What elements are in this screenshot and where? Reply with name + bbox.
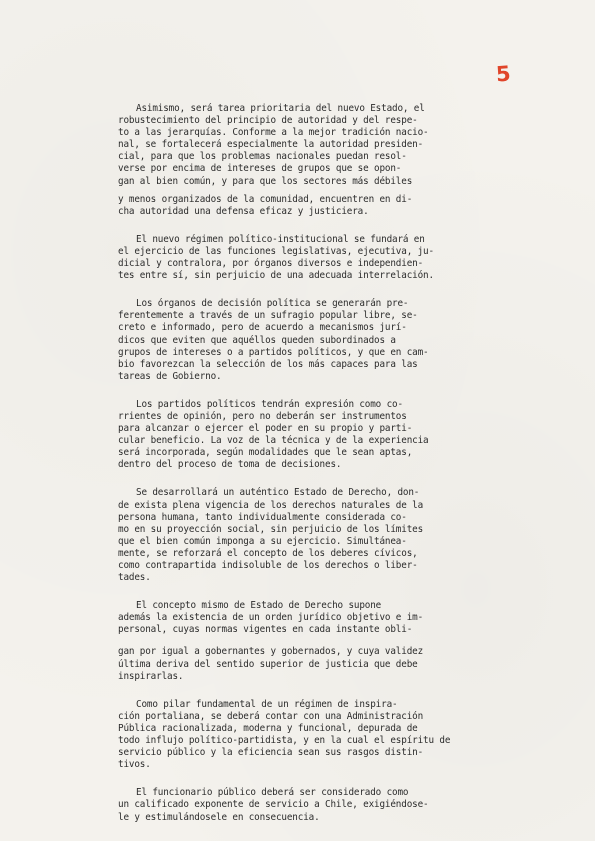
text-line: ferentemente a través de un sufragio popular libre, se-	[118, 310, 418, 322]
text-line: para alcanzar o ejercer el poder en su propio y parti-	[118, 423, 413, 435]
text-line: dentro del proceso de toma de decisiones.	[118, 459, 342, 471]
text-line: Como pilar fundamental de un régimen de inspira-	[136, 698, 398, 710]
text-line: le y estimulándosele en consecuencia.	[118, 811, 320, 823]
text-line: creto e informado, pero de acuerdo a mecanismos jurí-	[118, 322, 407, 334]
page-number: 5	[495, 61, 512, 87]
paragraph-7	[118, 698, 451, 772]
text-line: que el bien común imponga a su ejercicio. Simultánea-	[118, 535, 407, 547]
text-line: El funcionario público deberá ser considerado como	[136, 787, 409, 799]
text-line: mente, se reforzará el concepto de los deberes cívicos,	[118, 547, 418, 559]
text-line: nal, se fortalecerá especialmente la autoridad presiden-	[118, 139, 424, 151]
text-line: cha autoridad una defensa eficaz y justiciera.	[118, 205, 369, 217]
text-line: última deriva del sentido superior de justicia que debe	[118, 658, 418, 670]
paragraph-1	[118, 103, 429, 218]
text-line: cial, para que los problemas nacionales puedan resol-	[118, 151, 407, 163]
text-line: verse por encima de intereses de grupos que se opon-	[118, 163, 402, 175]
text-line: rrientes de opinión, pero no deberán ser instrumentos	[118, 410, 407, 422]
paragraph-5	[118, 487, 424, 584]
text-line: todo influjo político-partidista, y en la cual el espíritu de	[118, 735, 451, 747]
text-line: dicial y contralora, por órganos diversos e independien-	[118, 258, 424, 270]
text-line: como contrapartida indisoluble de los derechos o liber-	[118, 560, 418, 571]
text-line: cular beneficio. La voz de la técnica y de la experiencia	[118, 435, 429, 447]
text-line: inspirarlas.	[118, 670, 184, 682]
text-line: mo en su proyección social, sin perjuicio de los límites	[118, 523, 424, 535]
paragraph-8	[118, 787, 429, 823]
text-line: el ejercicio de las funciones legislativas, ejecutiva, ju-	[118, 245, 434, 257]
text-line: además la existencia de un orden jurídico objetivo e im-	[118, 612, 424, 624]
text-line: Se desarrollará un auténtico Estado de Derecho, don-	[136, 487, 420, 499]
text-line: dicos que eviten que aquéllos queden subordinados a	[118, 334, 396, 346]
text-line: robustecimiento del principio de autoridad y del respe-	[118, 115, 418, 127]
text-line: gan al bien común, y para que los sectores más débiles	[118, 175, 413, 187]
text-line: tareas de Gobierno.	[118, 370, 222, 382]
text-line: El nuevo régimen político-institucional se fundará en	[136, 233, 425, 245]
document-body	[118, 103, 451, 840]
paragraph-2	[118, 233, 434, 282]
text-line: ción portaliana, se deberá contar con una Administración	[118, 710, 424, 722]
text-line: bio favorezcan la selección de los más capaces para las	[118, 358, 418, 370]
paragraph-6	[118, 600, 424, 683]
text-line: de exista plena vigencia de los derechos naturales de la	[118, 499, 424, 511]
text-line: un calificado exponente de servicio a Chile, exigiéndose-	[118, 799, 429, 811]
text-line: personal, cuyas normas vigentes en cada instante obli-	[118, 624, 413, 636]
text-line: Pública racionalizada, moderna y funcional, depurada de	[118, 722, 418, 734]
paragraph-4	[118, 398, 429, 472]
text-line: to a las jerarquías. Conforme a la mejor tradición nacio-	[118, 127, 429, 139]
text-line: grupos de intereses o a partidos políticos, y que en cam-	[118, 346, 429, 358]
text-line: será incorporada, según modalidades que le sean aptas,	[118, 447, 413, 459]
text-line: servicio público y la eficiencia sean sus rasgos distin-	[118, 747, 424, 759]
text-line: El concepto mismo de Estado de Derecho supone	[136, 600, 382, 612]
text-line: gan por igual a gobernantes y gobernados, y cuya validez	[118, 646, 424, 658]
text-line: tes entre sí, sin perjuicio de una adecuada interrelación.	[118, 270, 434, 282]
paragraph-3	[118, 298, 429, 383]
text-line: Asimismo, será tarea prioritaria del nuevo Estado, el	[136, 103, 425, 114]
text-line: Los órganos de decisión política se generarán pre-	[136, 298, 409, 310]
text-line: Los partidos políticos tendrán expresión como co-	[136, 398, 403, 410]
text-line: tivos.	[118, 759, 151, 771]
text-line: persona humana, tanto individualmente considerada co-	[118, 511, 407, 523]
text-line: y menos organizados de la comunidad, encuentren en di-	[118, 193, 413, 205]
text-line: tades.	[118, 572, 151, 584]
